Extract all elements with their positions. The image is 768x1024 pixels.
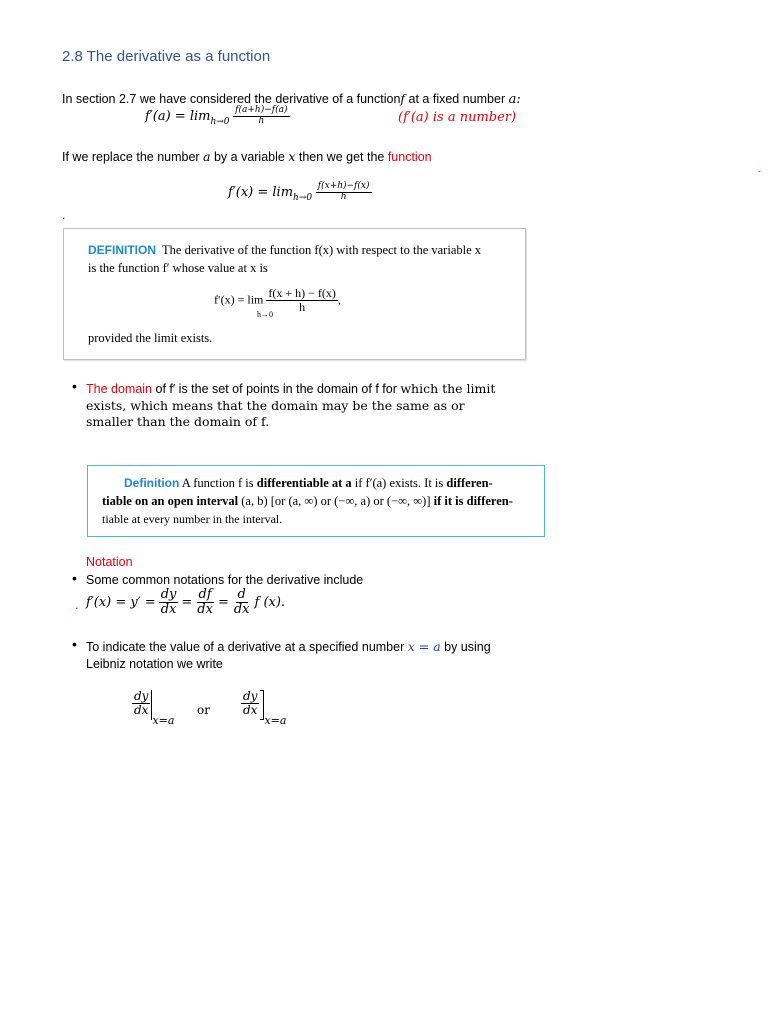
stray-dot: . (62, 208, 66, 222)
definition-line2: is the function f′ whose value at x is (88, 261, 268, 275)
domain-line2: exists, which means that the domain may be the same as or (86, 398, 465, 413)
margin-mark: - (758, 166, 761, 176)
bullet-dot: • (72, 570, 77, 586)
definition-footer: provided the limit exists. (88, 331, 213, 345)
diff-line3: tiable at every number in the interval. (102, 512, 283, 526)
definition-limit-sub: h→0 (257, 310, 273, 319)
definition-box (63, 228, 526, 360)
notation-bullet2: To indicate the value of a derivative at a specified number x = a by using (86, 639, 491, 654)
page-title: 2.8 The derivative as a function (62, 48, 271, 65)
notation-heading: Notation (86, 555, 133, 569)
notation-bullet2-line2: Leibniz notation we write (86, 657, 223, 671)
formula-fa: $f'(a) = \lim_{h\to 0}$ $\frac{f(a+h)-f(a)}{h}$ (145, 105, 288, 127)
diff-line2: tiable on an open interval (a, b) [or (a, ∞) or (−∞, a) or (−∞, ∞)] if it is differen- (102, 494, 513, 508)
notation-expression: f′(x) = y′ = $\frac{dy}{dx}$ = $\frac{df}{dx}$ = $\frac{d}{dx}$ f (x). (86, 587, 286, 618)
definition-formula: f′(x) = lim $\frac{f(x + h) - f(x)}{h}$ , (214, 286, 341, 315)
fraction-fx: $\frac{f(x+h)-f(x)}{h}$ (317, 181, 370, 202)
bullet-dot: • (72, 378, 77, 394)
definition-line1: DEFINITION The derivative of the function f(x) with respect to the variable x (88, 243, 482, 257)
formula-fx: $f'(x) = \lim_{h\to 0}$ $\frac{f(x+h)-f(x)}{h}$ (228, 181, 370, 203)
leibniz-bar-notation: $\frac{dy}{dx}$ x=a (134, 689, 175, 727)
leibniz-bracket-notation: $\frac{dy}{dx}$ x=a (243, 689, 287, 727)
diff-line1: Definition A function f is differentiable at a if f′(a) exists. It is differen- (124, 476, 493, 490)
differentiable-definition-box (87, 465, 545, 537)
number-note: (f′(a) is a number) (398, 110, 517, 125)
replace-text: If we replace the number a by a variable x then we get the function (62, 149, 432, 164)
domain-line3: smaller than the domain of f. (86, 414, 270, 429)
or-text: or (197, 703, 210, 717)
bullet-dot: • (72, 636, 77, 652)
intro-text: In section 2.7 we have considered the derivative of a functionf at a fixed number a: (62, 91, 521, 107)
red-mark: . (75, 597, 79, 612)
notation-bullet1: Some common notations for the derivative include (86, 573, 364, 587)
fraction-fa: $\frac{f(a+h)-f(a)}{h}$ (235, 105, 288, 126)
domain-line1: The domain of f′ is the set of points in the domain of f for which the limit (86, 381, 496, 396)
